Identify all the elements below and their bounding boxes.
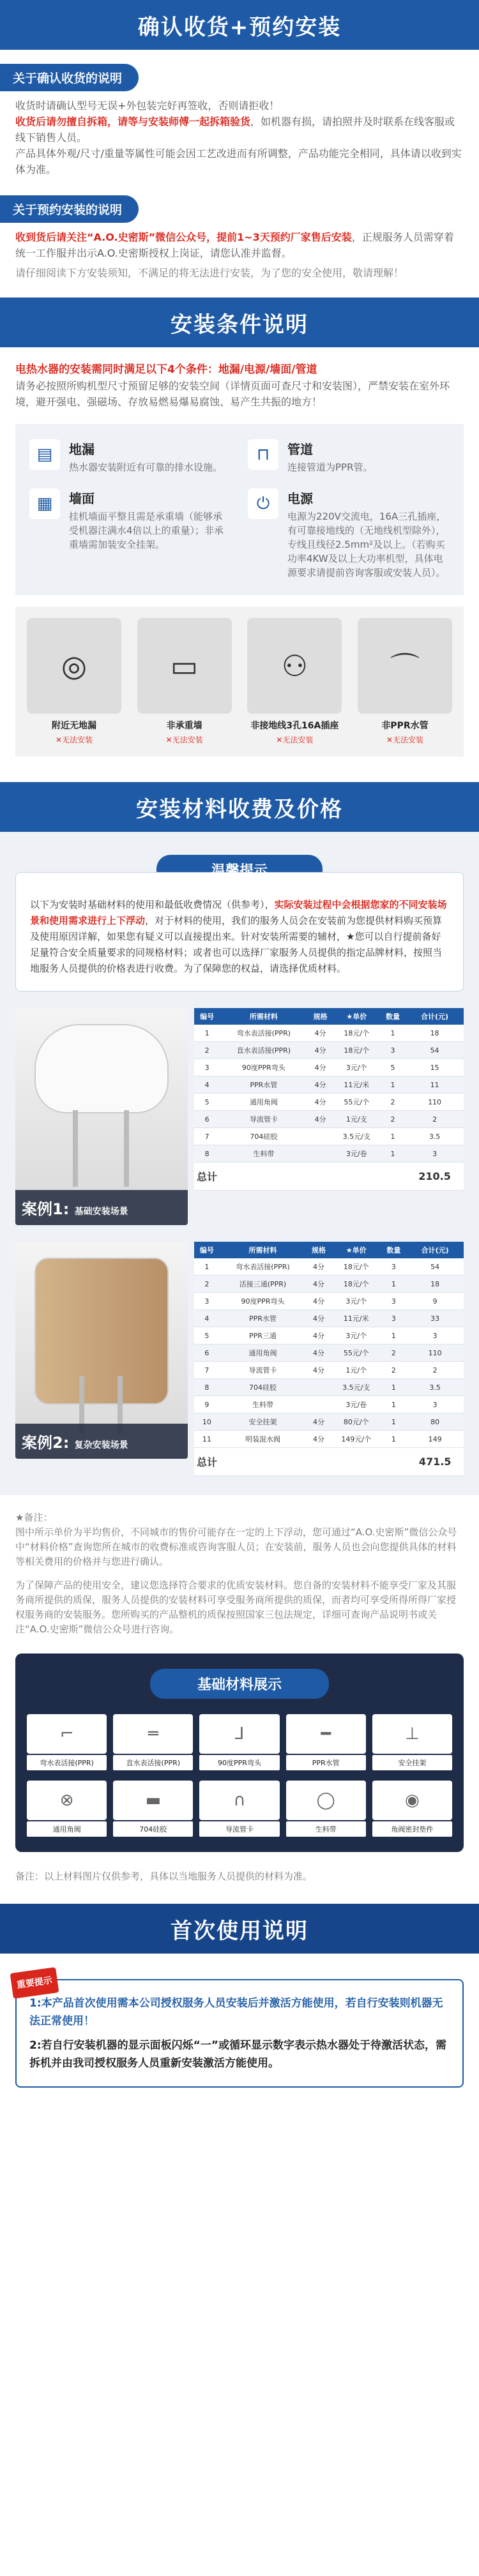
total-label: 总计 bbox=[194, 1448, 406, 1476]
table-cell: 3 bbox=[381, 1293, 407, 1310]
table-cell: 1 bbox=[381, 1276, 407, 1293]
cannot-install-tag: ✕无法安装 bbox=[165, 735, 203, 744]
condition-title: 墙面 bbox=[69, 491, 95, 506]
table-cell bbox=[306, 1396, 331, 1413]
table-cell: 2 bbox=[381, 1344, 407, 1362]
table-cell: 704硅胶 bbox=[220, 1128, 307, 1145]
table-cell: 5 bbox=[194, 1094, 220, 1111]
table-row bbox=[194, 1145, 464, 1163]
table-row bbox=[194, 1344, 464, 1362]
material-caption: 生料带 bbox=[286, 1821, 366, 1837]
section-title: 确认收货+预约安装 bbox=[0, 0, 479, 50]
note-2: 为了保障产品的使用安全，建议您选择符合要求的优质安装材料。您自备的安装材料不能享受厂家及其服务商所提供的质保，服务人员提供的安装材料可享受服务商所提供的质保，而者均可享受所得所得厂家授权服务商的安装服务。您所购买的产品整机的质保按照国家三包法规定，详细可查询产品说明书或关注“A.O.史密斯”微信公众号进行咨询。 bbox=[15, 1579, 457, 1635]
table-cell: 导流管卡 bbox=[220, 1362, 306, 1379]
table-cell: 704硅胶 bbox=[220, 1379, 306, 1396]
table-cell: 1 bbox=[380, 1076, 406, 1094]
table-cell: PPR水管 bbox=[220, 1076, 307, 1094]
table-cell bbox=[306, 1379, 331, 1396]
table-row bbox=[194, 1042, 464, 1059]
table-cell: 4分 bbox=[306, 1310, 331, 1327]
table-cell: 18元/个 bbox=[331, 1258, 381, 1276]
table-cell: 2 bbox=[380, 1094, 406, 1111]
table-cell: 3 bbox=[406, 1396, 464, 1413]
material-caption: 安全挂架 bbox=[372, 1755, 452, 1770]
photo-caption: 非接地线3孔16A插座 bbox=[250, 721, 339, 731]
note-head: ★备注： bbox=[15, 1512, 53, 1523]
case1-label: 案例1: 基础安装场景 bbox=[15, 1190, 188, 1225]
base-material-item bbox=[372, 1714, 452, 1770]
table-cell: 18元/个 bbox=[333, 1042, 380, 1059]
table-cell: 3.5元/支 bbox=[331, 1379, 381, 1396]
condition-wall bbox=[29, 488, 231, 580]
case2-photo bbox=[15, 1242, 188, 1459]
table-cell: 2 bbox=[380, 1111, 406, 1128]
heater-image bbox=[34, 1258, 169, 1405]
tip-title: 温馨提示 bbox=[156, 855, 323, 885]
table-cell: 3元/个 bbox=[331, 1293, 381, 1310]
table-header: ★单价 bbox=[331, 1242, 381, 1258]
table-cell: 18元/个 bbox=[331, 1276, 381, 1293]
table-cell: 54 bbox=[406, 1042, 464, 1059]
booking-text-1: 收到货后请关注“A.O.史密斯”微信公众号，提前1~3天预约厂家售后安装，正规服务人员需穿着统一工作服并出示A.O.史密斯授权上岗证，请您认准并监督。 bbox=[15, 231, 454, 259]
table-row bbox=[194, 1111, 464, 1128]
table-cell: 直水表活接(PPR) bbox=[220, 1042, 307, 1059]
table-cell: 4分 bbox=[307, 1025, 333, 1042]
table-cell: 11元/米 bbox=[333, 1076, 380, 1094]
table-cell: 1 bbox=[381, 1396, 407, 1413]
table-cell: 4分 bbox=[306, 1327, 331, 1344]
section-confirm-booking bbox=[0, 0, 479, 298]
table-cell: 11元/米 bbox=[331, 1310, 381, 1327]
table-header: 数量 bbox=[381, 1242, 407, 1258]
photo-caption: 附近无地漏 bbox=[52, 721, 96, 731]
table-cell: 3 bbox=[381, 1258, 407, 1276]
table-cell: 4分 bbox=[306, 1258, 331, 1276]
table-cell: 15 bbox=[406, 1059, 464, 1076]
table-cell: 3 bbox=[406, 1145, 464, 1163]
first-use-item-2: 2:若自行安装机器的显示面板闪烁“一”或循环显示数字表示热水器处于待激活状态，需拆机并由我司授权服务人员重新安装激活方能使用。 bbox=[29, 2039, 446, 2070]
plug-icon: ⏻ bbox=[248, 488, 278, 519]
table-cell: 4分 bbox=[307, 1111, 333, 1128]
table-cell: 3.5 bbox=[406, 1379, 464, 1396]
table-cell: 3 bbox=[381, 1310, 407, 1327]
table-cell: 18 bbox=[406, 1276, 464, 1293]
conditions-grid bbox=[15, 424, 464, 595]
table-cell: 110 bbox=[406, 1344, 464, 1362]
table-cell: 1元/个 bbox=[331, 1362, 381, 1379]
first-use-item-1: 1:本产品首次使用需本公司授权服务人员安装后并激活方能使用，若自行安装则机器无法正常使用！ bbox=[29, 1997, 443, 2028]
section-first-use bbox=[0, 1904, 479, 2094]
base-material-item bbox=[199, 1714, 279, 1770]
pipe-icon: ⊓ bbox=[248, 439, 278, 470]
tape-icon: ◯ bbox=[286, 1781, 366, 1820]
material-caption: 90度PPR弯头 bbox=[199, 1755, 279, 1770]
tip-box: 以下为安装时基础材料的使用和最低收费情况（供参考），实际安装过程中会根据您家的不同安装场景和使用需求进行上下浮动，对于材料的使用，我们的服务人员会在安装前为您提供材料购买预算及使用原因详解，如果您有疑义可以直接提出来。针对安装所需要的辅材，★您可以自行提前备好足量符合安全质量要求的同规格材料；或者也可以选择厂家服务人员提供的指定品牌材料，按照当地服务人员提供的价格表进行收费。为了保障您的权益，请选择优质材料。 bbox=[15, 872, 464, 991]
photo-caption: 非承重墙 bbox=[166, 721, 202, 731]
table-row bbox=[194, 1025, 464, 1042]
table-cell: 6 bbox=[194, 1111, 220, 1128]
table-cell: 2 bbox=[194, 1276, 220, 1293]
table-cell: 1 bbox=[381, 1413, 407, 1431]
condition-title: 地漏 bbox=[69, 442, 95, 457]
base-material-item bbox=[27, 1781, 107, 1837]
table-row bbox=[194, 1094, 464, 1111]
table-row bbox=[194, 1310, 464, 1327]
base-material-item bbox=[27, 1714, 107, 1770]
not-installable-photos bbox=[15, 606, 464, 757]
table-cell: 18元/个 bbox=[333, 1025, 380, 1042]
table-row bbox=[194, 1076, 464, 1094]
table-cell: 7 bbox=[194, 1128, 220, 1145]
photo-non-ppr-pipe bbox=[358, 618, 452, 745]
table-cell: PPR三通 bbox=[220, 1327, 306, 1344]
table-cell: 4分 bbox=[307, 1094, 333, 1111]
table-cell: 导流管卡 bbox=[220, 1111, 307, 1128]
case2-label: 案例2: 复杂安装场景 bbox=[15, 1424, 188, 1459]
table-row bbox=[194, 1327, 464, 1344]
table-cell: 2 bbox=[406, 1362, 464, 1379]
table-cell: 4 bbox=[194, 1310, 220, 1327]
table-header: 编号 bbox=[194, 1008, 220, 1025]
base-material-item bbox=[286, 1781, 366, 1837]
table-cell: 80 bbox=[406, 1413, 464, 1431]
total-row bbox=[194, 1163, 464, 1191]
condition-power bbox=[248, 488, 450, 580]
table-row bbox=[194, 1059, 464, 1076]
pricing-notes bbox=[0, 1495, 479, 1637]
table-cell: 1 bbox=[194, 1025, 220, 1042]
table-header: 合计(元) bbox=[406, 1008, 464, 1025]
sealed-valve-icon: ◉ bbox=[372, 1781, 452, 1820]
confirm-heading: 关于确认收货的说明 bbox=[0, 64, 139, 91]
table-row bbox=[194, 1128, 464, 1145]
base-material-item bbox=[113, 1781, 193, 1837]
table-cell: PPR水管 bbox=[220, 1310, 306, 1327]
table-cell: 33 bbox=[406, 1310, 464, 1327]
table-cell: 弯水表活接(PPR) bbox=[220, 1258, 306, 1276]
table-cell: 2 bbox=[381, 1362, 407, 1379]
bracket-icon: ⊥ bbox=[372, 1714, 452, 1754]
table-cell: 4分 bbox=[306, 1431, 331, 1448]
table-cell: 弯水表活接(PPR) bbox=[220, 1025, 307, 1042]
table-cell: 3.5元/支 bbox=[333, 1128, 380, 1145]
table-cell: 3元/个 bbox=[331, 1327, 381, 1344]
condition-desc: 连接管道为PPR管。 bbox=[287, 462, 373, 473]
photo-socket bbox=[247, 618, 342, 745]
base-material-item bbox=[286, 1714, 366, 1770]
ppr-pipe-icon: ━ bbox=[286, 1714, 366, 1754]
case1-photo bbox=[15, 1008, 188, 1225]
ppr-elbow-icon: ⅃ bbox=[199, 1714, 279, 1754]
cannot-install-tag: ✕无法安装 bbox=[386, 735, 423, 744]
section-title: 首次使用说明 bbox=[0, 1904, 479, 1954]
silicone-icon: ▬ bbox=[113, 1781, 193, 1820]
table-cell: 5 bbox=[380, 1059, 406, 1076]
condition-pipe bbox=[248, 439, 450, 474]
condition-desc: 挂机墙面平整且需是承重墙（能够承受机器注满水4倍以上的重量）；非承重墙需加装安全挂架。 bbox=[69, 511, 224, 550]
floor-drain-icon: ◎ bbox=[27, 618, 121, 714]
table-cell: 5 bbox=[194, 1327, 220, 1344]
table-row bbox=[194, 1293, 464, 1310]
table-row bbox=[194, 1396, 464, 1413]
table-cell: 55元/个 bbox=[333, 1094, 380, 1111]
table-cell: 2 bbox=[194, 1042, 220, 1059]
case-2 bbox=[15, 1242, 464, 1476]
confirm-text-1: 收货时请确认型号无误+外包装完好再签收，否则请拒收！ bbox=[15, 100, 280, 112]
table-cell bbox=[307, 1145, 333, 1163]
table-cell: 1 bbox=[380, 1128, 406, 1145]
table-cell: 55元/个 bbox=[331, 1344, 381, 1362]
table-row bbox=[194, 1276, 464, 1293]
table-cell: 4分 bbox=[307, 1076, 333, 1094]
table-cell: 90度PPR弯头 bbox=[220, 1059, 307, 1076]
table-cell: 明装混水阀 bbox=[220, 1431, 306, 1448]
table-header: 数量 bbox=[380, 1008, 406, 1025]
straight-union-icon: ═ bbox=[113, 1714, 193, 1754]
total-value: 210.5 bbox=[406, 1163, 464, 1191]
condition-desc: 电源为220V交流电，16A三孔插座，有可靠接地线的（无地线机型除外），专线且线径2.5mm²及以上。（若购买功率4KW及以上大功率机型，具体电源要求请提前咨询客服或安装人员）。 bbox=[287, 511, 446, 578]
table-cell: 3 bbox=[194, 1293, 220, 1310]
base-note: 备注：以上材料图片仅供参考，具体以当地服务人员提供的材料为准。 bbox=[15, 1871, 313, 1882]
table-cell: 3元/个 bbox=[333, 1059, 380, 1076]
table-cell: 4分 bbox=[307, 1042, 333, 1059]
base-materials-panel bbox=[15, 1653, 464, 1852]
base-material-item bbox=[199, 1781, 279, 1837]
conditions-lead: 电热水器的安装需同时满足以下4个条件：地漏/电源/墙面/管道 bbox=[15, 363, 317, 376]
table-cell: 2 bbox=[406, 1111, 464, 1128]
confirm-text-3: 产品具体外观/尺寸/重量等属性可能会因工艺改进而有所调整，产品功能完全相同，具体请以收到实体为准。 bbox=[15, 147, 462, 176]
drain-icon: ▤ bbox=[29, 439, 60, 470]
case-1 bbox=[15, 1008, 464, 1225]
table-header: 合计(元) bbox=[406, 1242, 464, 1258]
table-cell: 4分 bbox=[306, 1344, 331, 1362]
table-cell: 1 bbox=[380, 1025, 406, 1042]
table-cell: 80元/个 bbox=[331, 1413, 381, 1431]
table-cell: 3 bbox=[194, 1059, 220, 1076]
total-row bbox=[194, 1448, 464, 1476]
table-cell: 4分 bbox=[306, 1362, 331, 1379]
condition-title: 管道 bbox=[287, 442, 313, 457]
table-cell: 1元/支 bbox=[333, 1111, 380, 1128]
table-cell: 54 bbox=[406, 1258, 464, 1276]
table-cell: 8 bbox=[194, 1379, 220, 1396]
table-header: 所需材料 bbox=[220, 1008, 307, 1025]
base-material-item bbox=[113, 1714, 193, 1770]
non-bearing-wall-icon: ▭ bbox=[137, 618, 232, 714]
booking-text-2: 请仔细阅读下方安装须知，不满足的将无法进行安装，为了您的安全使用，敬请理解！ bbox=[15, 267, 404, 279]
table-cell: 3.5 bbox=[406, 1128, 464, 1145]
table-row bbox=[194, 1413, 464, 1431]
table-cell: 3元/卷 bbox=[333, 1145, 380, 1163]
table-header: 所需材料 bbox=[220, 1242, 306, 1258]
table-cell: 1 bbox=[381, 1431, 407, 1448]
conditions-desc: 请务必按照所购机型尺寸预留足够的安装空间（详情页面可查尺寸和安装图），严禁安装在室外环境，避开强电、强磁场、存放易燃易爆易腐蚀、易产生共振的地方！ bbox=[15, 380, 450, 408]
table-cell: 1 bbox=[381, 1379, 407, 1396]
material-caption: PPR水管 bbox=[286, 1755, 366, 1770]
socket-icon: ⚇ bbox=[247, 618, 342, 714]
table-cell: 9 bbox=[406, 1293, 464, 1310]
table-cell: 生料带 bbox=[220, 1145, 307, 1163]
table-cell: 4分 bbox=[306, 1413, 331, 1431]
table-cell: 110 bbox=[406, 1094, 464, 1111]
table-row bbox=[194, 1362, 464, 1379]
table-cell: 1 bbox=[194, 1258, 220, 1276]
pipe-clip-icon: ∩ bbox=[199, 1781, 279, 1820]
table-cell: 3元/卷 bbox=[331, 1396, 381, 1413]
angle-valve-icon: ⊗ bbox=[27, 1781, 107, 1820]
table-cell: 4分 bbox=[306, 1293, 331, 1310]
case1-table bbox=[194, 1008, 464, 1191]
table-cell: 149 bbox=[406, 1431, 464, 1448]
condition-drain bbox=[29, 439, 231, 474]
first-use-box bbox=[15, 1975, 464, 2088]
section-install-conditions bbox=[0, 298, 479, 782]
table-row bbox=[194, 1258, 464, 1276]
wall-icon: ▦ bbox=[29, 488, 60, 519]
table-header: 编号 bbox=[194, 1242, 220, 1258]
material-caption: 弯水表活接(PPR) bbox=[27, 1755, 107, 1770]
table-cell: 通用角阀 bbox=[220, 1344, 306, 1362]
section-title: 安装条件说明 bbox=[0, 298, 479, 347]
table-row bbox=[194, 1379, 464, 1396]
table-cell: 8 bbox=[194, 1145, 220, 1163]
cannot-install-tag: ✕无法安装 bbox=[276, 735, 314, 744]
table-cell: 11 bbox=[194, 1431, 220, 1448]
base-title: 基础材料展示 bbox=[150, 1669, 329, 1699]
table-cell bbox=[307, 1128, 333, 1145]
photo-no-drain bbox=[27, 618, 121, 745]
note-1: 图中所示单价为平均售价，不同城市的售价可能存在一定的上下浮动，您可通过“A.O.史密斯”微信公众号中“材料价格”查询您所在城市的收费标准或咨询客服人员；在安装前，服务人员也会向您提供具体的材料等相关费用的价格并与您进行确认。 bbox=[15, 1526, 457, 1567]
confirm-text-2: 收货后请勿擅自拆箱，请等与安装师傅一起拆箱验货，如机器有损，请拍照并及时联系在线客服或线下销售人员。 bbox=[15, 116, 455, 144]
table-cell: 9 bbox=[194, 1396, 220, 1413]
material-caption: 通用角阀 bbox=[27, 1821, 107, 1837]
section-title: 安装材料收费及价格 bbox=[0, 782, 479, 832]
table-cell: 1 bbox=[380, 1145, 406, 1163]
base-material-item bbox=[372, 1781, 452, 1837]
photo-caption: 非PPR水管 bbox=[381, 721, 429, 731]
material-caption: 704硅胶 bbox=[113, 1821, 193, 1837]
case2-table bbox=[194, 1242, 464, 1476]
table-cell: 1 bbox=[381, 1327, 407, 1344]
cannot-install-tag: ✕无法安装 bbox=[55, 735, 93, 744]
table-cell: 4分 bbox=[307, 1059, 333, 1076]
condition-desc: 热水器安装附近有可靠的排水设施。 bbox=[69, 462, 223, 473]
material-caption: 角阀密封垫件 bbox=[372, 1821, 452, 1837]
material-caption: 导流管卡 bbox=[199, 1821, 279, 1837]
table-cell: 90度PPR弯头 bbox=[220, 1293, 306, 1310]
table-cell: 10 bbox=[194, 1413, 220, 1431]
section-materials-pricing bbox=[0, 782, 479, 1904]
important-stamp: 重要提示 bbox=[10, 1967, 59, 1999]
table-cell: 11 bbox=[406, 1076, 464, 1094]
total-value: 471.5 bbox=[406, 1448, 464, 1476]
table-cell: 4分 bbox=[306, 1276, 331, 1293]
elbow-union-icon: ⌐ bbox=[27, 1714, 107, 1754]
table-header: ★单价 bbox=[333, 1008, 380, 1025]
heater-image bbox=[34, 1024, 169, 1113]
table-cell: 安全挂架 bbox=[220, 1413, 306, 1431]
table-cell: 3 bbox=[406, 1327, 464, 1344]
total-label: 总计 bbox=[194, 1163, 406, 1191]
table-cell: 活接三通(PPR) bbox=[220, 1276, 306, 1293]
material-caption: 直水表活接(PPR) bbox=[113, 1755, 193, 1770]
non-ppr-pipe-icon: ⌒ bbox=[358, 618, 452, 714]
table-cell: 6 bbox=[194, 1344, 220, 1362]
table-cell: 18 bbox=[406, 1025, 464, 1042]
table-cell: 4 bbox=[194, 1076, 220, 1094]
table-cell: 7 bbox=[194, 1362, 220, 1379]
table-header: 规格 bbox=[307, 1008, 333, 1025]
table-row bbox=[194, 1431, 464, 1448]
photo-non-bearing-wall bbox=[137, 618, 232, 745]
table-header: 规格 bbox=[306, 1242, 331, 1258]
table-cell: 3 bbox=[380, 1042, 406, 1059]
booking-heading: 关于预约安装的说明 bbox=[0, 195, 139, 223]
base-materials-grid bbox=[27, 1714, 452, 1837]
table-cell: 生料带 bbox=[220, 1396, 306, 1413]
table-cell: 通用角阀 bbox=[220, 1094, 307, 1111]
condition-title: 电源 bbox=[287, 491, 313, 506]
table-cell: 149元/个 bbox=[331, 1431, 381, 1448]
